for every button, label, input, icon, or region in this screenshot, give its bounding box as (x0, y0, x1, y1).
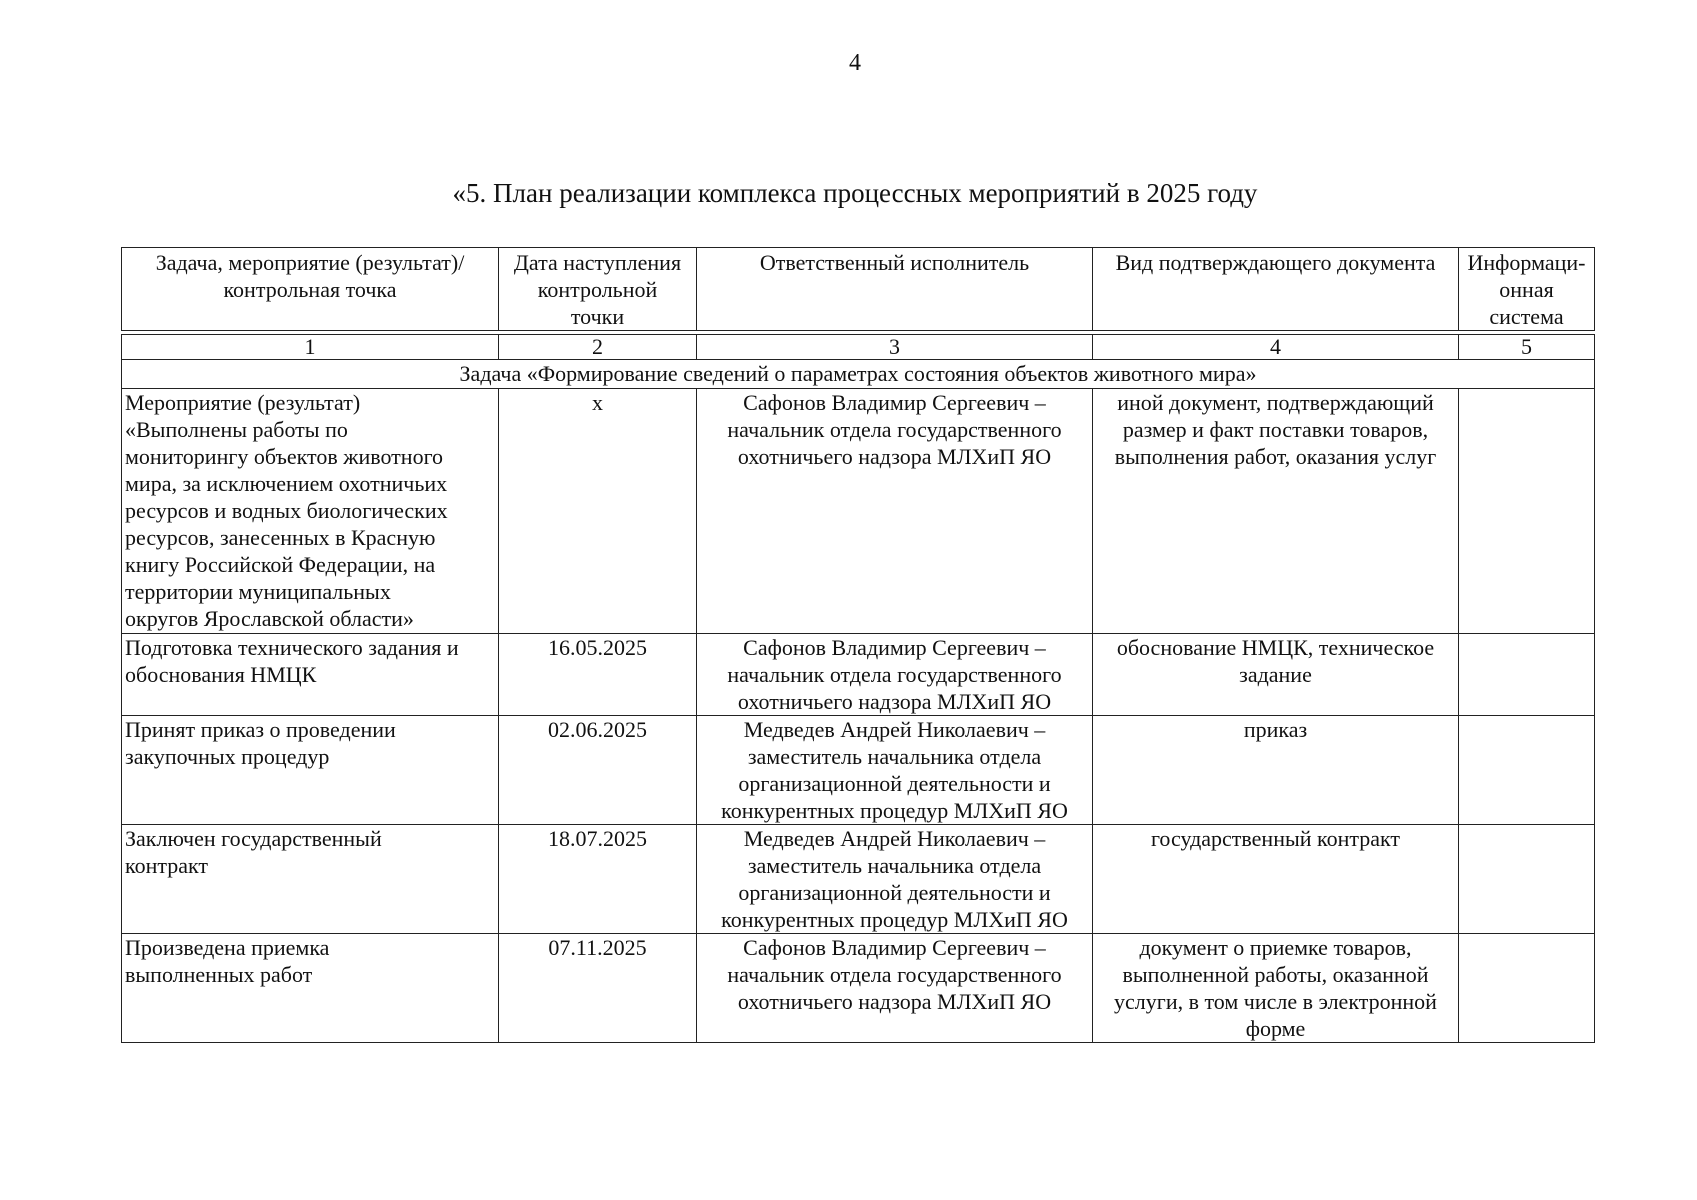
row-responsible: Сафонов Владимир Сергеевич – начальник отдела государственного охотничьего надзора МЛХиП ЯО (697, 634, 1093, 716)
column-number: 4 (1093, 335, 1459, 360)
column-number: 2 (499, 335, 697, 360)
row-date: 16.05.2025 (499, 634, 697, 716)
row-date: х (499, 389, 697, 634)
table-row (122, 389, 1595, 634)
header-cell-document: Вид подтверждающего документа (1093, 248, 1459, 331)
row-date: 18.07.2025 (499, 825, 697, 934)
row-date: 02.06.2025 (499, 716, 697, 825)
header-cell-system: Информаци- онная система (1459, 248, 1595, 331)
row-item: Заключен государственный контракт (122, 825, 499, 934)
table-row (122, 634, 1595, 716)
row-document: приказ (1093, 716, 1459, 825)
row-system (1459, 716, 1595, 825)
column-number: 3 (697, 335, 1093, 360)
header-cell-task: Задача, мероприятие (результат)/ контрольная точка (122, 248, 499, 331)
row-date: 07.11.2025 (499, 934, 697, 1043)
table-row (122, 934, 1595, 1043)
page-title: «5. План реализации комплекса процессных мероприятий в 2025 году (452, 178, 1258, 208)
task-title: Задача «Формирование сведений о параметрах состояния объектов животного мира» (122, 360, 1595, 389)
plan-table (121, 247, 1595, 1043)
row-system (1459, 825, 1595, 934)
table-row (122, 716, 1595, 825)
row-responsible: Сафонов Владимир Сергеевич – начальник отдела государственного охотничьего надзора МЛХиП ЯО (697, 934, 1093, 1043)
row-responsible: Сафонов Владимир Сергеевич – начальник отдела государственного охотничьего надзора МЛХиП ЯО (697, 389, 1093, 634)
row-document: государственный контракт (1093, 825, 1459, 934)
page-number: 4 (849, 50, 861, 76)
row-responsible: Медведев Андрей Николаевич – заместитель начальника отдела организационной деятельности и конкурентных процедур МЛХиП ЯО (697, 716, 1093, 825)
row-document: иной документ, подтверждающий размер и факт поставки товаров, выполнения работ, оказания услуг (1093, 389, 1459, 634)
task-title-row (122, 360, 1595, 389)
row-responsible: Медведев Андрей Николаевич – заместитель начальника отдела организационной деятельности и конкурентных процедур МЛХиП ЯО (697, 825, 1093, 934)
row-item: Произведена приемка выполненных работ (122, 934, 499, 1043)
column-number: 5 (1459, 335, 1595, 360)
header-cell-date: Дата наступления контрольной точки (499, 248, 697, 331)
table-header-row (122, 248, 1595, 331)
row-item: Принят приказ о проведении закупочных процедур (122, 716, 499, 825)
row-system (1459, 934, 1595, 1043)
row-item: Подготовка технического задания и обоснования НМЦК (122, 634, 499, 716)
row-document: обоснование НМЦК, техническое задание (1093, 634, 1459, 716)
table-row (122, 825, 1595, 934)
row-system (1459, 634, 1595, 716)
row-document: документ о приемке товаров, выполненной работы, оказанной услуги, в том числе в электронной форме (1093, 934, 1459, 1043)
header-cell-responsible: Ответственный исполнитель (697, 248, 1093, 331)
column-number-row (122, 335, 1595, 360)
row-item: Мероприятие (результат) «Выполнены работы по мониторингу объектов животного мира, за исключением охотничьих ресурсов и водных биологических ресурсов, занесенных в Красную книгу Российской Федерации, на территории муниципальных округов Ярославской области» (122, 389, 499, 634)
row-system (1459, 389, 1595, 634)
column-number: 1 (122, 335, 499, 360)
